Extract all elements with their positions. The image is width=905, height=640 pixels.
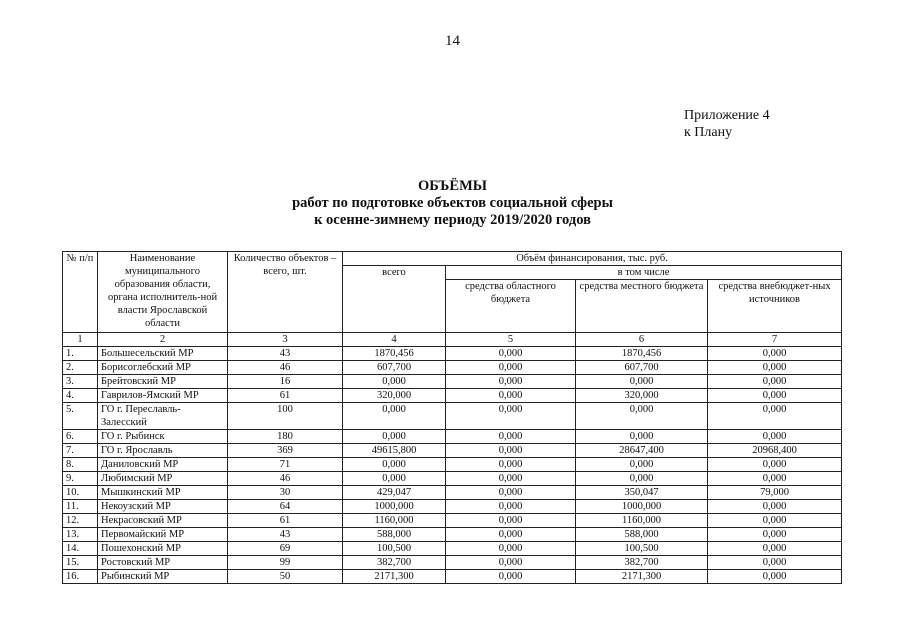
municipality-name: ГО г. Рыбинск [98,430,228,444]
objects-count: 64 [228,500,343,514]
total-amount: 2171,300 [343,570,446,584]
page-number: 14 [445,33,460,49]
volumes-table [62,251,842,584]
row-number: 6. [63,430,98,444]
row-number: 13. [63,528,98,542]
local-budget: 0,000 [576,403,708,430]
regional-budget: 0,000 [446,472,576,486]
table-row [63,514,842,528]
objects-count: 71 [228,458,343,472]
table-row [63,542,842,556]
objects-count: 43 [228,347,343,361]
extrabudgetary-sources: 0,000 [708,389,842,403]
row-number: 16. [63,570,98,584]
total-amount: 1870,456 [343,347,446,361]
objects-count: 61 [228,389,343,403]
regional-budget: 0,000 [446,389,576,403]
extrabudgetary-sources: 0,000 [708,361,842,375]
total-amount: 382,700 [343,556,446,570]
objects-count: 99 [228,556,343,570]
objects-count: 369 [228,444,343,458]
extrabudgetary-sources: 0,000 [708,430,842,444]
document-title [0,178,905,229]
regional-budget: 0,000 [446,347,576,361]
municipality-name: ГО г. Ярославль [98,444,228,458]
regional-budget: 0,000 [446,514,576,528]
municipality-name: Брейтовский МР [98,375,228,389]
table-row [63,570,842,584]
extrabudgetary-sources: 79,000 [708,486,842,500]
table-row [63,500,842,514]
header-financing: Объём финансирования, тыс. руб. [343,252,842,266]
total-amount: 1160,000 [343,514,446,528]
extrabudgetary-sources: 0,000 [708,514,842,528]
extrabudgetary-sources: 20968,400 [708,444,842,458]
header-regional: средства областного бюджета [446,280,576,333]
regional-budget: 0,000 [446,375,576,389]
objects-count: 100 [228,403,343,430]
total-amount: 429,047 [343,486,446,500]
total-amount: 320,000 [343,389,446,403]
table-row [63,458,842,472]
row-number: 1. [63,347,98,361]
regional-budget: 0,000 [446,486,576,500]
local-budget: 1000,000 [576,500,708,514]
table-row [63,375,842,389]
row-number: 14. [63,542,98,556]
municipality-name: Некрасовский МР [98,514,228,528]
row-number: 5. [63,403,98,430]
total-amount: 588,000 [343,528,446,542]
row-number: 10. [63,486,98,500]
regional-budget: 0,000 [446,430,576,444]
extrabudgetary-sources: 0,000 [708,570,842,584]
local-budget: 0,000 [576,458,708,472]
table-row [63,486,842,500]
title-line-3: к осенне-зимнему периоду 2019/2020 годов [314,212,591,228]
extrabudgetary-sources: 0,000 [708,500,842,514]
row-number: 7. [63,444,98,458]
local-budget: 350,047 [576,486,708,500]
regional-budget: 0,000 [446,528,576,542]
objects-count: 69 [228,542,343,556]
local-budget: 1870,456 [576,347,708,361]
table-row [63,472,842,486]
objects-count: 16 [228,375,343,389]
title-line-2: работ по подготовке объектов социальной сферы [292,195,613,211]
local-budget: 0,000 [576,430,708,444]
row-number: 12. [63,514,98,528]
local-budget: 607,700 [576,361,708,375]
extrabudgetary-sources: 0,000 [708,472,842,486]
municipality-name: Борисоглебский МР [98,361,228,375]
objects-count: 46 [228,361,343,375]
table-row [63,403,842,430]
column-number: 4 [343,333,446,347]
row-number: 15. [63,556,98,570]
local-budget: 2171,300 [576,570,708,584]
extrabudgetary-sources: 0,000 [708,458,842,472]
column-numbers-row [63,333,842,347]
column-number: 5 [446,333,576,347]
municipality-name: ГО г. Переславль-Залесский [98,403,228,430]
objects-count: 50 [228,570,343,584]
local-budget: 28647,400 [576,444,708,458]
row-number: 3. [63,375,98,389]
total-amount: 607,700 [343,361,446,375]
column-number: 2 [98,333,228,347]
extrabudgetary-sources: 0,000 [708,347,842,361]
total-amount: 0,000 [343,403,446,430]
table-row [63,528,842,542]
municipality-name: Ростовский МР [98,556,228,570]
local-budget: 588,000 [576,528,708,542]
extrabudgetary-sources: 0,000 [708,542,842,556]
row-number: 9. [63,472,98,486]
regional-budget: 0,000 [446,458,576,472]
total-amount: 0,000 [343,430,446,444]
total-amount: 0,000 [343,472,446,486]
local-budget: 100,500 [576,542,708,556]
row-number: 4. [63,389,98,403]
objects-count: 43 [228,528,343,542]
municipality-name: Мышкинский МР [98,486,228,500]
municipality-name: Большесельский МР [98,347,228,361]
local-budget: 0,000 [576,472,708,486]
municipality-name: Пошехонский МР [98,542,228,556]
table-row [63,430,842,444]
extrabudgetary-sources: 0,000 [708,528,842,542]
header-num: № п/п [63,252,98,333]
regional-budget: 0,000 [446,444,576,458]
table-row [63,444,842,458]
table-row [63,389,842,403]
municipality-name: Первомайский МР [98,528,228,542]
appendix-line-2: к Плану [684,125,733,140]
municipality-name: Гаврилов-Ямский МР [98,389,228,403]
objects-count: 30 [228,486,343,500]
municipality-name: Некоузский МР [98,500,228,514]
header-extra: средства внебюджет-ных источников [708,280,842,333]
local-budget: 382,700 [576,556,708,570]
appendix-note [684,107,770,141]
table-row [63,556,842,570]
total-amount: 0,000 [343,375,446,389]
row-number: 8. [63,458,98,472]
total-amount: 100,500 [343,542,446,556]
header-count: Количество объектов – всего, шт. [228,252,343,333]
row-number: 2. [63,361,98,375]
total-amount: 49615,800 [343,444,446,458]
title-line-1: ОБЪЁМЫ [417,178,487,194]
column-number: 7 [708,333,842,347]
header-name: Наименование муниципального образования области, органа исполнитель-ной власти Ярославской области [98,252,228,333]
extrabudgetary-sources: 0,000 [708,556,842,570]
column-number: 3 [228,333,343,347]
regional-budget: 0,000 [446,542,576,556]
total-amount: 1000,000 [343,500,446,514]
local-budget: 0,000 [576,375,708,389]
local-budget: 320,000 [576,389,708,403]
extrabudgetary-sources: 0,000 [708,375,842,389]
regional-budget: 0,000 [446,361,576,375]
regional-budget: 0,000 [446,556,576,570]
total-amount: 0,000 [343,458,446,472]
municipality-name: Любимский МР [98,472,228,486]
municipality-name: Даниловский МР [98,458,228,472]
table-row [63,361,842,375]
extrabudgetary-sources: 0,000 [708,403,842,430]
regional-budget: 0,000 [446,403,576,430]
regional-budget: 0,000 [446,500,576,514]
regional-budget: 0,000 [446,570,576,584]
column-number: 6 [576,333,708,347]
municipality-name: Рыбинский МР [98,570,228,584]
column-number: 1 [63,333,98,347]
objects-count: 61 [228,514,343,528]
header-local: средства местного бюджета [576,280,708,333]
objects-count: 180 [228,430,343,444]
header-including: в том числе [446,266,842,280]
header-total: всего [343,266,446,333]
local-budget: 1160,000 [576,514,708,528]
row-number: 11. [63,500,98,514]
appendix-line-1: Приложение 4 [684,108,770,123]
objects-count: 46 [228,472,343,486]
table-row [63,347,842,361]
